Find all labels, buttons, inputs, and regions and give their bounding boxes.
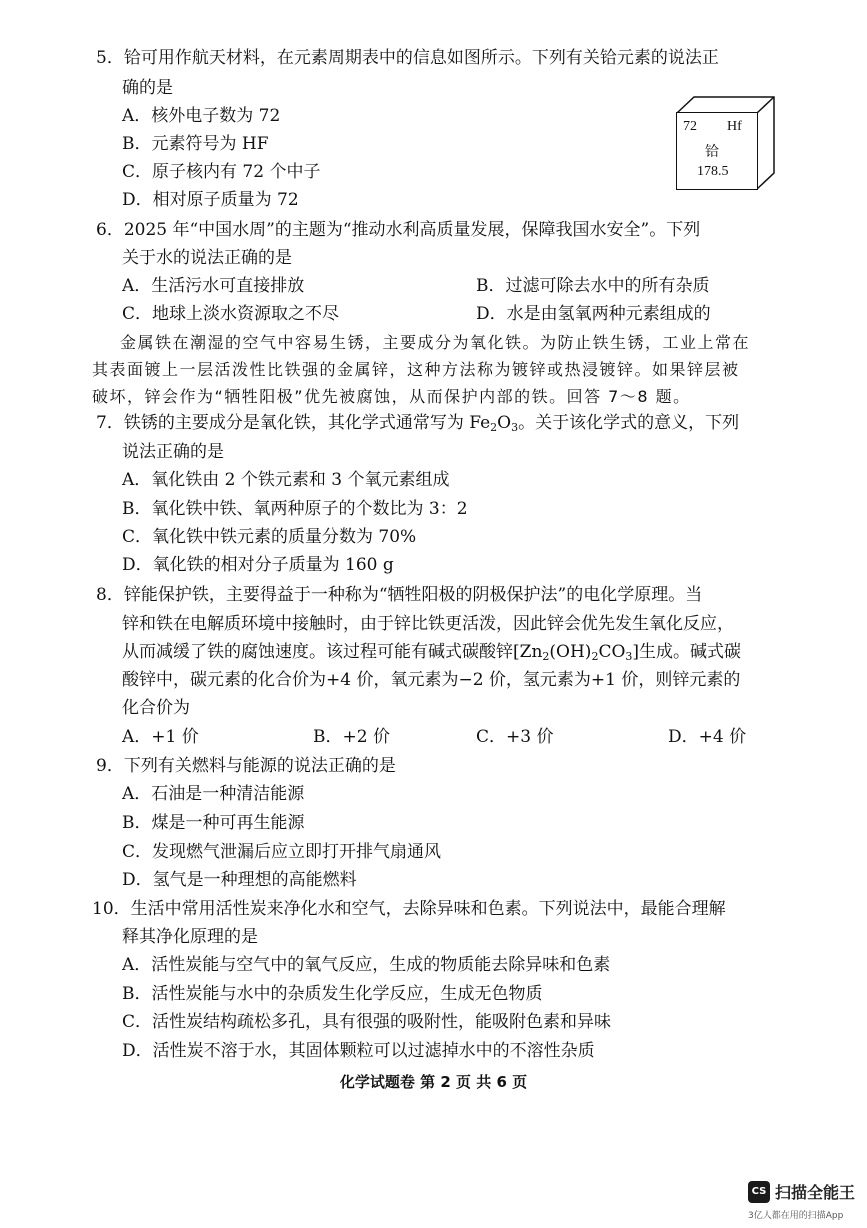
q8-stem-line2: 锌和铁在电解质环境中接触时，由于锌比铁更活泼，因此锌会优先发生氧化反应， — [122, 614, 734, 634]
element-cell-hafnium — [676, 96, 776, 190]
q5-stem-line1: 5．铪可用作航天材料，在元素周期表中的信息如图所示。下列有关铪元素的说法正 — [96, 48, 719, 68]
q7-option-a: A．氧化铁由 2 个铁元素和 3 个氧元素组成 — [122, 470, 450, 490]
q10-option-b: B．活性炭能与水中的杂质发生化学反应，生成无色物质 — [122, 984, 543, 1004]
q7-option-c: C．氧化铁中铁元素的质量分数为 70% — [122, 527, 417, 547]
element-symbol: Hf — [727, 119, 742, 134]
q8-stem-line5: 化合价为 — [122, 698, 190, 718]
atomic-number: 72 — [683, 119, 697, 134]
q5-option-a: A．核外电子数为 72 — [122, 106, 281, 126]
q10-option-a: A．活性炭能与空气中的氧气反应，生成的物质能去除异味和色素 — [122, 955, 611, 975]
q7-option-b: B．氧化铁中铁、氧两种原子的个数比为 3：2 — [122, 499, 468, 519]
q6-stem-line2: 关于水的说法正确的是 — [122, 248, 292, 268]
element-name: 铪 — [705, 145, 719, 160]
page-footer: 化学试题卷 第 2 页 共 6 页 — [339, 1073, 528, 1091]
camscanner-logo-icon: CS — [748, 1181, 770, 1203]
atomic-mass: 178.5 — [697, 164, 729, 179]
q7-stem-line2: 说法正确的是 — [122, 442, 224, 462]
q7-stem-line1: 7．铁锈的主要成分是氧化铁，其化学式通常写为 $Fe_2O_3$。关于该化学式的意义，下列 — [96, 413, 740, 434]
q5-option-b: B．元素符号为 HF — [122, 134, 269, 154]
camscanner-watermark — [748, 1178, 860, 1222]
q5-stem-line2: 确的是 — [122, 78, 173, 98]
q8-stem-line3: 从而减缓了铁的腐蚀速度。该过程可能有碱式碳酸锌$[Zn_2(OH)_2CO_3]$生成。碱式碳 — [122, 642, 742, 663]
q9-option-c: C．发现燃气泄漏后应立即打开排气扇通风 — [122, 842, 442, 862]
q6-option-c: C．地球上淡水资源取之不尽 — [122, 304, 340, 324]
passage-line-2: 其表面镀上一层活泼性比铁强的金属锌，这种方法称为镀锌或热浸镀锌。如果锌层被 — [92, 360, 740, 379]
q10-option-d: D．活性炭不溶于水，其固体颗粒可以过滤掉水中的不溶性杂质 — [122, 1041, 595, 1061]
q5-option-c: C．原子核内有 72 个中子 — [122, 162, 321, 182]
q8-option-d: D．+4 价 — [668, 727, 747, 747]
q6-option-a: A．生活污水可直接排放 — [122, 276, 305, 296]
q5-option-d: D．相对原子质量为 72 — [122, 190, 299, 210]
q6-option-d: D．水是由氢氧两种元素组成的 — [476, 304, 711, 324]
q10-stem-line2: 释其净化原理的是 — [122, 927, 258, 947]
passage-line-3: 破坏，锌会作为“牺牲阳极”优先被腐蚀，从而保护内部的铁。回答 7～8 题。 — [92, 387, 691, 406]
q7-option-d: D．氧化铁的相对分子质量为 160 g — [122, 555, 394, 575]
camscanner-name: 扫描全能王 — [775, 1183, 856, 1202]
passage-line-1: 金属铁在潮湿的空气中容易生锈，主要成分为氧化铁。为防止铁生锈，工业上常在 — [120, 333, 751, 352]
cube-front-face — [676, 112, 758, 190]
q9-option-a: A．石油是一种清洁能源 — [122, 784, 305, 804]
q10-stem-line1: 10．生活中常用活性炭来净化水和空气，去除异味和色素。下列说法中，最能合理解 — [92, 899, 726, 919]
q8-option-c: C．+3 价 — [476, 727, 554, 747]
q6-stem-line1: 6．2025 年“中国水周”的主题为“推动水利高质量发展，保障我国水安全”。下列 — [96, 220, 701, 240]
q9-option-b: B．煤是一种可再生能源 — [122, 813, 305, 833]
q8-stem-line1: 8．锌能保护铁，主要得益于一种称为“牺牲阳极的阴极保护法”的电化学原理。当 — [96, 585, 703, 605]
q10-option-c: C．活性炭结构疏松多孔，具有很强的吸附性，能吸附色素和异味 — [122, 1012, 612, 1032]
q8-option-a: A．+1 价 — [122, 727, 199, 747]
q9-option-d: D．氢气是一种理想的高能燃料 — [122, 870, 357, 890]
q8-stem-line4: 酸锌中，碳元素的化合价为+4 价，氧元素为−2 价，氢元素为+1 价，则锌元素的 — [122, 670, 741, 690]
q6-option-b: B．过滤可除去水中的所有杂质 — [476, 276, 710, 296]
q8-option-b: B．+2 价 — [313, 727, 390, 747]
q9-stem: 9．下列有关燃料与能源的说法正确的是 — [96, 756, 396, 776]
camscanner-tagline: 3亿人都在用的扫描App — [748, 1211, 844, 1221]
